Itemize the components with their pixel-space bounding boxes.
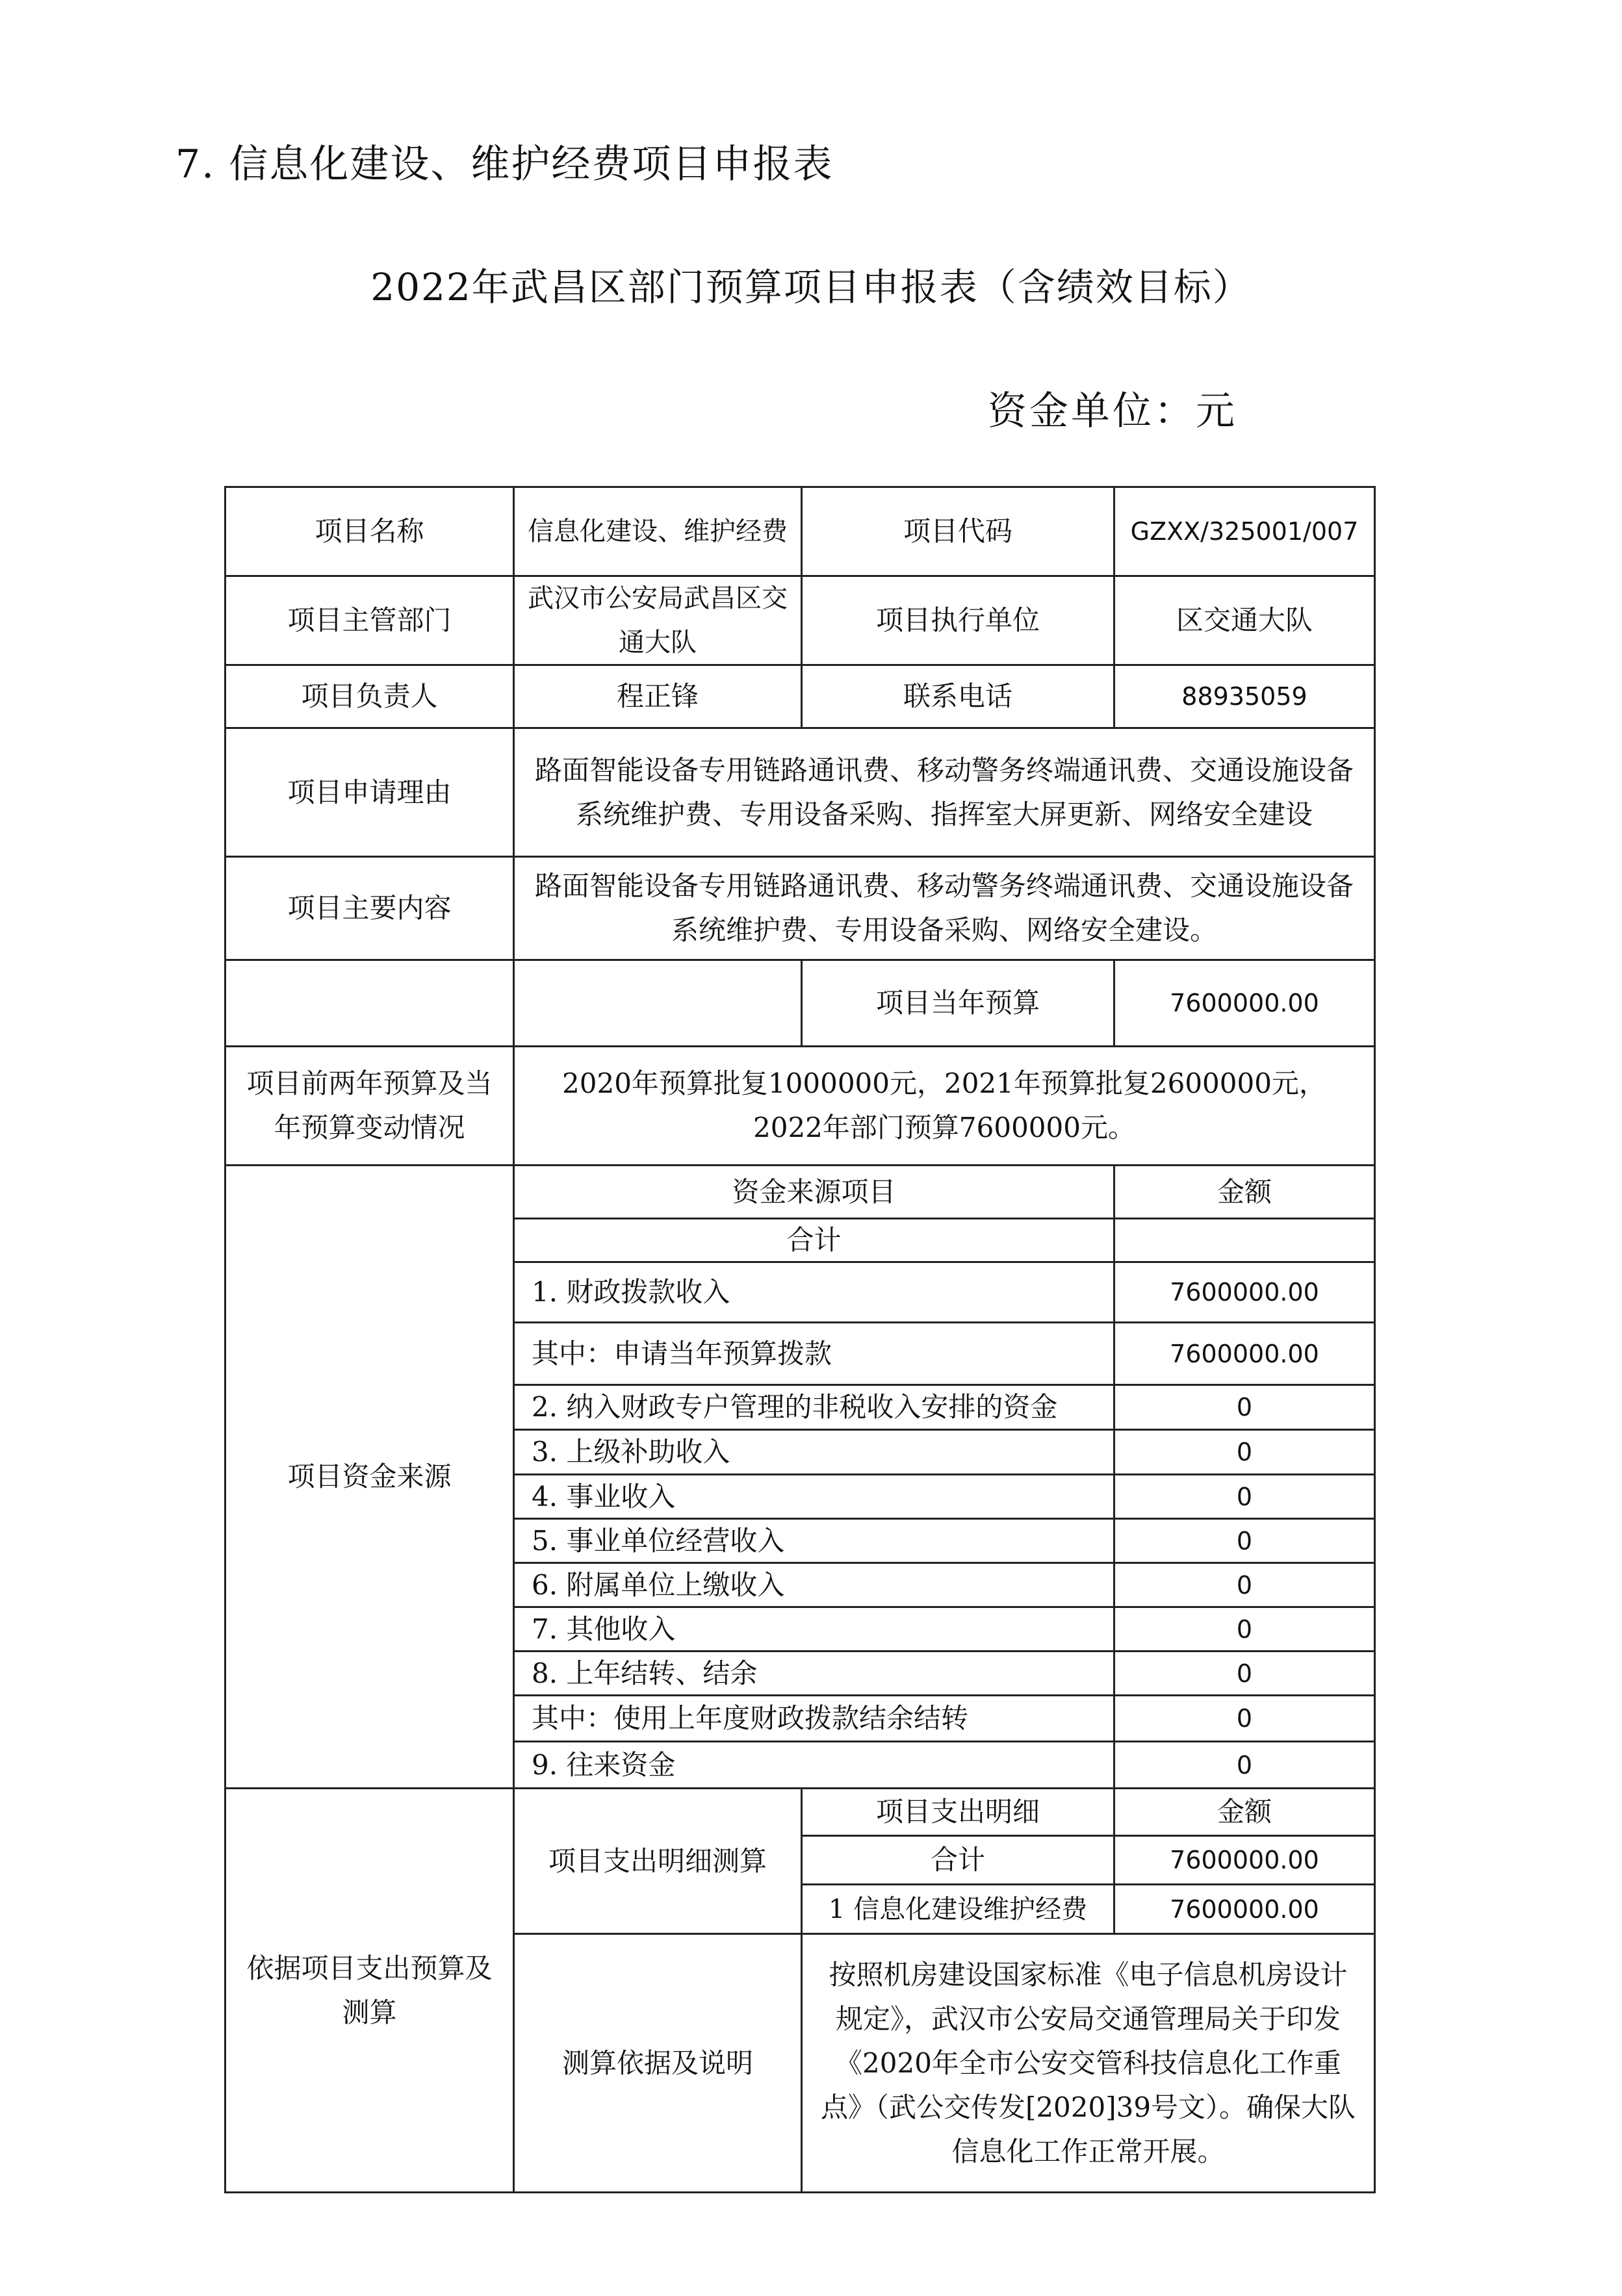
reason-label: 项目申请理由	[224, 727, 515, 858]
phone-value: 88935059	[1113, 664, 1376, 729]
project-name-label: 项目名称	[224, 486, 515, 577]
expense-calc-label: 项目支出明细测算	[513, 1787, 803, 1935]
funding-source-label: 项目资金来源	[224, 1164, 515, 1789]
project-code-label: 项目代码	[801, 486, 1115, 577]
funding-row-amount: 0	[1113, 1741, 1376, 1789]
expense-header-amount: 金额	[1113, 1787, 1376, 1837]
funding-row-amount: 0	[1113, 1606, 1376, 1652]
executing-unit-value: 区交通大队	[1113, 575, 1376, 666]
section-heading: 7. 信息化建设、维护经费项目申报表	[175, 142, 834, 187]
funding-row-amount: 0	[1113, 1473, 1376, 1520]
annual-budget-value: 7600000.00	[1113, 959, 1376, 1047]
funding-header-item: 资金来源项目	[513, 1164, 1115, 1219]
funding-row-item: 8. 上年结转、结余	[513, 1650, 1115, 1696]
funding-row-amount: 0	[1113, 1650, 1376, 1696]
budget-history-value: 2020年预算批复1000000元，2021年预算批复2600000元，2022年部门预算7600000元。	[513, 1045, 1376, 1166]
funding-row-item: 9. 往来资金	[513, 1741, 1115, 1789]
funding-total-label: 合计	[513, 1218, 1115, 1263]
calc-basis-label: 测算依据及说明	[513, 1933, 803, 2193]
funding-row-amount: 0	[1113, 1429, 1376, 1475]
content-value: 路面智能设备专用链路通讯费、移动警务终端通讯费、交通设施设备系统维护费、专用设备采购、网络安全建设。	[513, 856, 1376, 961]
funding-row-item: 1. 财政拨款收入	[513, 1261, 1115, 1323]
funding-row-amount: 0	[1113, 1694, 1376, 1742]
expense-item-label: 1 信息化建设维护经费	[801, 1883, 1115, 1935]
funding-row-item: 4. 事业收入	[513, 1473, 1115, 1520]
funding-row-item: 5. 事业单位经营收入	[513, 1518, 1115, 1564]
funding-row-item: 7. 其他收入	[513, 1606, 1115, 1652]
funding-row-item: 2. 纳入财政专户管理的非税收入安排的资金	[513, 1384, 1115, 1431]
funding-row-amount: 7600000.00	[1113, 1261, 1376, 1323]
managing-dept-value: 武汉市公安局武昌区交通大队	[513, 575, 803, 666]
empty-cell	[513, 959, 803, 1047]
funding-row-item: 其中：申请当年预算拨款	[513, 1321, 1115, 1386]
funding-total-value	[1113, 1218, 1376, 1263]
expense-total-label: 合计	[801, 1835, 1115, 1885]
funding-row-item: 6. 附属单位上缴收入	[513, 1562, 1115, 1608]
phone-label: 联系电话	[801, 664, 1115, 729]
annual-budget-label: 项目当年预算	[801, 959, 1115, 1047]
funding-row-item: 3. 上级补助收入	[513, 1429, 1115, 1475]
calc-basis-value: 按照机房建设国家标准《电子信息机房设计规定》，武汉市公安局交通管理局关于印发《2020年全市公安交管科技信息化工作重点》（武公交传发[2020]39号文）。确保大队信息化工作正常开展。	[801, 1933, 1376, 2193]
funding-header-amount: 金额	[1113, 1164, 1376, 1219]
budget-history-label: 项目前两年预算及当年预算变动情况	[224, 1045, 515, 1166]
expense-item-value: 7600000.00	[1113, 1883, 1376, 1935]
funding-row-amount: 0	[1113, 1384, 1376, 1431]
page-title: 2022年武昌区部门预算项目申报表（含绩效目标）	[370, 265, 1252, 309]
reason-value: 路面智能设备专用链路通讯费、移动警务终端通讯费、交通设施设备系统维护费、专用设备采购、指挥室大屏更新、网络安全建设	[513, 727, 1376, 858]
expense-total-value: 7600000.00	[1113, 1835, 1376, 1885]
leader-value: 程正锋	[513, 664, 803, 729]
empty-cell	[224, 959, 515, 1047]
funding-row-amount: 0	[1113, 1562, 1376, 1608]
executing-unit-label: 项目执行单位	[801, 575, 1115, 666]
unit-label: 资金单位：元	[988, 389, 1237, 434]
funding-row-amount: 0	[1113, 1518, 1376, 1564]
leader-label: 项目负责人	[224, 664, 515, 729]
funding-row-amount: 7600000.00	[1113, 1321, 1376, 1386]
project-name-value: 信息化建设、维护经费	[513, 486, 803, 577]
expense-header-item: 项目支出明细	[801, 1787, 1115, 1837]
funding-row-item: 其中：使用上年度财政拨款结余结转	[513, 1694, 1115, 1742]
content-label: 项目主要内容	[224, 856, 515, 961]
managing-dept-label: 项目主管部门	[224, 575, 515, 666]
project-code-value: GZXX/325001/007	[1113, 486, 1376, 577]
expense-basis-label: 依据项目支出预算及测算	[224, 1787, 515, 2193]
